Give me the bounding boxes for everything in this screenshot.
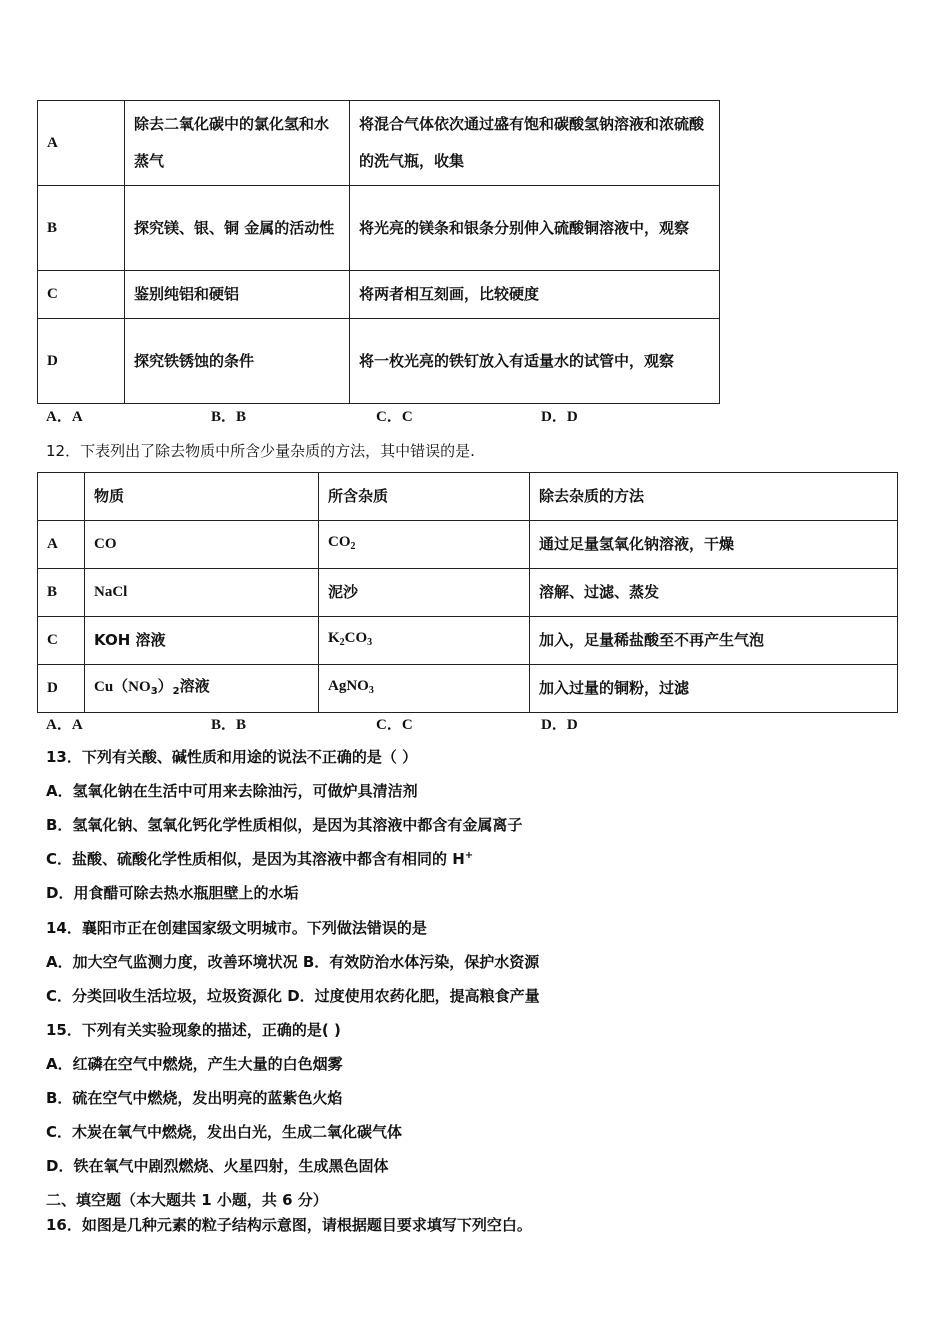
table-row [38,521,898,569]
row-substance [85,665,319,713]
q13-option-d[interactable]: D．用食醋可除去热水瓶胆壁上的水垢 [46,884,299,902]
formula-part: ） [157,676,173,695]
row-purpose: 探究铁锈蚀的条件 [125,319,350,404]
row-purpose: 鉴别纯铝和硬铝 [125,271,350,319]
row-impurity [319,617,530,665]
option-c[interactable]: C．C [376,409,413,425]
row-method: 溶解、过滤、蒸发 [530,569,898,617]
row-letter: A [38,101,125,186]
row-impurity: 泥沙 [319,569,530,617]
row-letter: A [38,521,85,569]
q14-stem: 14．襄阳市正在创建国家级文明城市。下列做法错误的是 [46,919,427,937]
row-letter: D [38,665,85,713]
q15-option-b[interactable]: B．硫在空气中燃烧，发出明亮的蓝紫色火焰 [46,1089,343,1107]
formula-subscript: 3 [368,685,374,696]
header-cell: 所含杂质 [319,473,530,521]
q15-option-d[interactable]: D．铁在氧气中剧烈燃烧、火星四射，生成黑色固体 [46,1157,389,1175]
formula-part: CO [344,630,368,646]
row-method: 通过足量氢氧化钠溶液，干燥 [530,521,898,569]
option-b[interactable]: B．B [211,409,247,425]
formula-part: K [328,630,340,646]
formula-part: AgNO [328,678,369,694]
row-method: 加入，足量稀盐酸至不再产生气泡 [530,617,898,665]
row-substance: NaCl [85,569,319,617]
row-letter: B [38,569,85,617]
q14-options-cd[interactable]: C．分类回收生活垃圾，垃圾资源化 D．过度使用农药化肥，提高粮食产量 [46,987,540,1005]
q13-option-b[interactable]: B．氢氧化钠、氢氧化钙化学性质相似，是因为其溶液中都含有金属离子 [46,816,523,834]
header-cell: 除去杂质的方法 [530,473,898,521]
row-method: 将光亮的镁条和银条分别伸入硫酸铜溶液中，观察 [350,186,720,271]
option-b[interactable]: B．B [211,717,247,733]
row-letter: C [38,271,125,319]
q11-table [37,100,720,404]
option-a[interactable]: A．A [46,409,83,425]
formula-main: CO [328,534,351,550]
q15-option-c[interactable]: C．木炭在氧气中燃烧，发出白光，生成二氧化碳气体 [46,1123,403,1141]
formula-part: Cu（NO [94,678,151,695]
formula-part: 溶液 [179,676,210,695]
table-row [38,617,898,665]
row-method: 将两者相互刻画，比较硬度 [350,271,720,319]
row-purpose: 除去二氧化碳中的氯化氢和水蒸气 [125,101,350,186]
row-substance: CO [85,521,319,569]
q13-option-c[interactable] [46,848,473,869]
formula-subscript: 2 [339,637,345,648]
q15-stem: 15．下列有关实验现象的描述，正确的是( ) [46,1021,341,1039]
table-row [38,271,720,319]
option-d[interactable]: D．D [541,409,578,425]
row-purpose: 探究镁、银、铜 金属的活动性 [125,186,350,271]
row-method: 加入过量的铜粉，过滤 [530,665,898,713]
q15-option-a[interactable]: A．红磷在空气中燃烧，产生大量的白色烟雾 [46,1055,343,1073]
superscript: + [464,850,474,861]
row-letter: B [38,186,125,271]
table-row [38,319,720,404]
q16-stem: 16．如图是几种元素的粒子结构示意图，请根据题目要求填写下列空白。 [46,1216,532,1234]
formula-subscript: 2 [350,541,356,552]
formula-subscript: 3 [150,685,158,697]
q13-option-a[interactable]: A．氢氧化钠在生活中可用来去除油污，可做炉具清洁剂 [46,782,418,800]
table-row [38,101,720,186]
q13-stem: 13．下列有关酸、碱性质和用途的说法不正确的是（ ） [46,748,418,766]
table-header-row [38,473,898,521]
option-d[interactable]: D．D [541,717,578,733]
option-text: C．盐酸、硫酸化学性质相似，是因为其溶液中都含有相同的 H [46,850,465,868]
row-letter: D [38,319,125,404]
header-cell: 物质 [85,473,319,521]
row-impurity [319,665,530,713]
q12-table [37,472,898,713]
header-cell [38,473,85,521]
table-row [38,665,898,713]
option-c[interactable]: C．C [376,717,413,733]
formula-subscript: 2 [172,685,180,697]
row-substance: KOH 溶液 [85,617,319,665]
section-heading: 二、填空题（本大题共 1 小题，共 6 分） [46,1191,328,1209]
table-row [38,569,898,617]
row-letter: C [38,617,85,665]
row-method: 将混合气体依次通过盛有饱和碳酸氢钠溶液和浓硫酸的洗气瓶，收集 [350,101,720,186]
formula-subscript: 3 [367,637,373,648]
q12-stem: 12．下表列出了除去物质中所含少量杂质的方法，其中错误的是. [46,442,475,460]
q14-options-ab[interactable]: A．加大空气监测力度，改善环境状况 B．有效防治水体污染，保护水资源 [46,953,540,971]
option-a[interactable]: A．A [46,717,83,733]
table-row [38,186,720,271]
row-method: 将一枚光亮的铁钉放入有适量水的试管中，观察 [350,319,720,404]
row-impurity [319,521,530,569]
